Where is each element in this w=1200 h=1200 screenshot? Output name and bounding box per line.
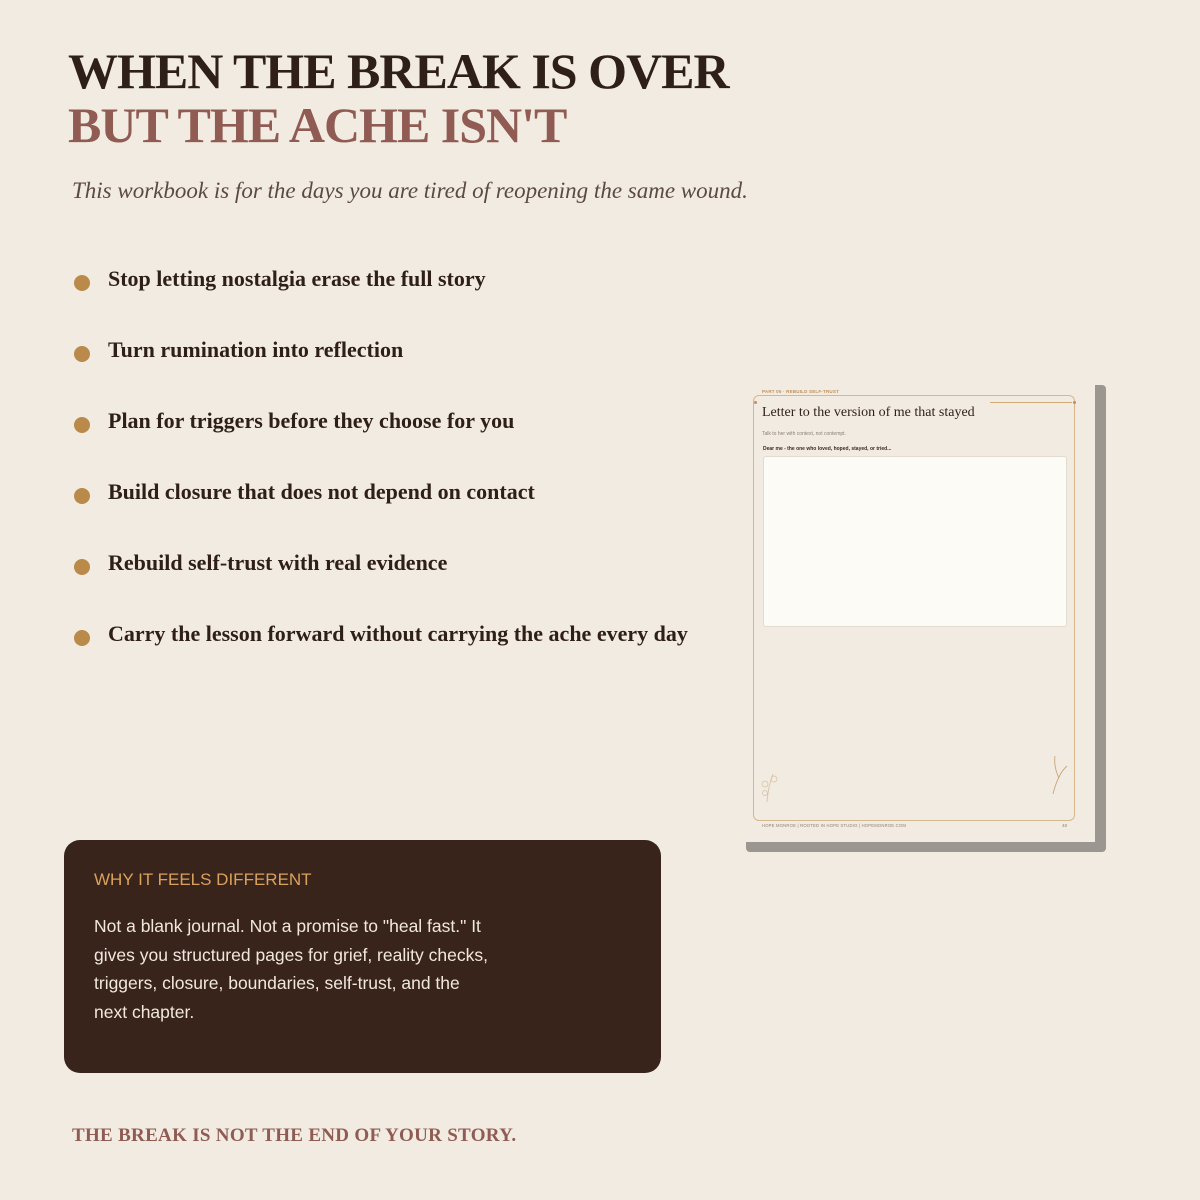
benefit-text: Build closure that does not depend on contact bbox=[108, 479, 535, 504]
benefit-text: Rebuild self-trust with real evidence bbox=[108, 550, 448, 575]
headline bbox=[68, 44, 729, 152]
bullet-dot-icon bbox=[74, 275, 90, 291]
benefit-text: Turn rumination into reflection bbox=[108, 337, 404, 362]
preview-writing-box bbox=[763, 456, 1067, 627]
benefit-text: Carry the lesson forward without carrying the ache every day bbox=[108, 621, 688, 646]
sprig-left-icon bbox=[759, 770, 783, 804]
bullet-dot-icon bbox=[74, 346, 90, 362]
sprig-right-icon bbox=[1045, 752, 1071, 796]
card-title: WHY IT FEELS DIFFERENT bbox=[94, 870, 312, 889]
workbook-page-preview bbox=[735, 377, 1095, 842]
benefit-item bbox=[74, 546, 688, 617]
card-body: Not a blank journal. Not a promise to "heal fast." It gives you structured pages for grief, reality checks, triggers, closure, boundaries, self-trust, and the next chapter. bbox=[94, 916, 488, 1022]
preview-footer: HOPE MONROE | ROOTED IN HOPE STUDIO | HOPEMONROE.COM bbox=[762, 823, 907, 828]
preview-corner-dot bbox=[1073, 401, 1076, 404]
benefit-item bbox=[74, 262, 688, 333]
headline-line-2: BUT THE ACHE ISN'T bbox=[68, 97, 567, 153]
benefit-item bbox=[74, 475, 688, 546]
bullet-dot-icon bbox=[74, 417, 90, 433]
benefit-text: Stop letting nostalgia erase the full story bbox=[108, 266, 486, 291]
preview-part-label: PART 05 · REBUILD SELF-TRUST bbox=[762, 389, 840, 394]
tagline: THE BREAK IS NOT THE END OF YOUR STORY. bbox=[72, 1125, 517, 1146]
preview-divider bbox=[990, 402, 1072, 403]
headline-line-1: WHEN THE BREAK IS OVER bbox=[68, 43, 729, 99]
preview-subtitle: Talk to her with context, not contempt. bbox=[762, 431, 846, 437]
benefit-text: Plan for triggers before they choose for you bbox=[108, 408, 515, 433]
benefit-item bbox=[74, 333, 688, 404]
preview-page-number: 48 bbox=[1062, 823, 1068, 828]
subtitle: This workbook is for the days you are tired of reopening the same wound. bbox=[72, 178, 748, 203]
why-different-card bbox=[64, 840, 661, 1073]
preview-corner-dot bbox=[754, 401, 757, 404]
bullet-dot-icon bbox=[74, 630, 90, 646]
bullet-dot-icon bbox=[74, 559, 90, 575]
preview-prompt: Dear me - the one who loved, hoped, stayed, or tried... bbox=[763, 446, 892, 452]
benefit-item bbox=[74, 617, 688, 688]
preview-title: Letter to the version of me that stayed bbox=[762, 405, 975, 420]
bullet-dot-icon bbox=[74, 488, 90, 504]
benefit-list bbox=[74, 262, 688, 688]
benefit-item bbox=[74, 404, 688, 475]
